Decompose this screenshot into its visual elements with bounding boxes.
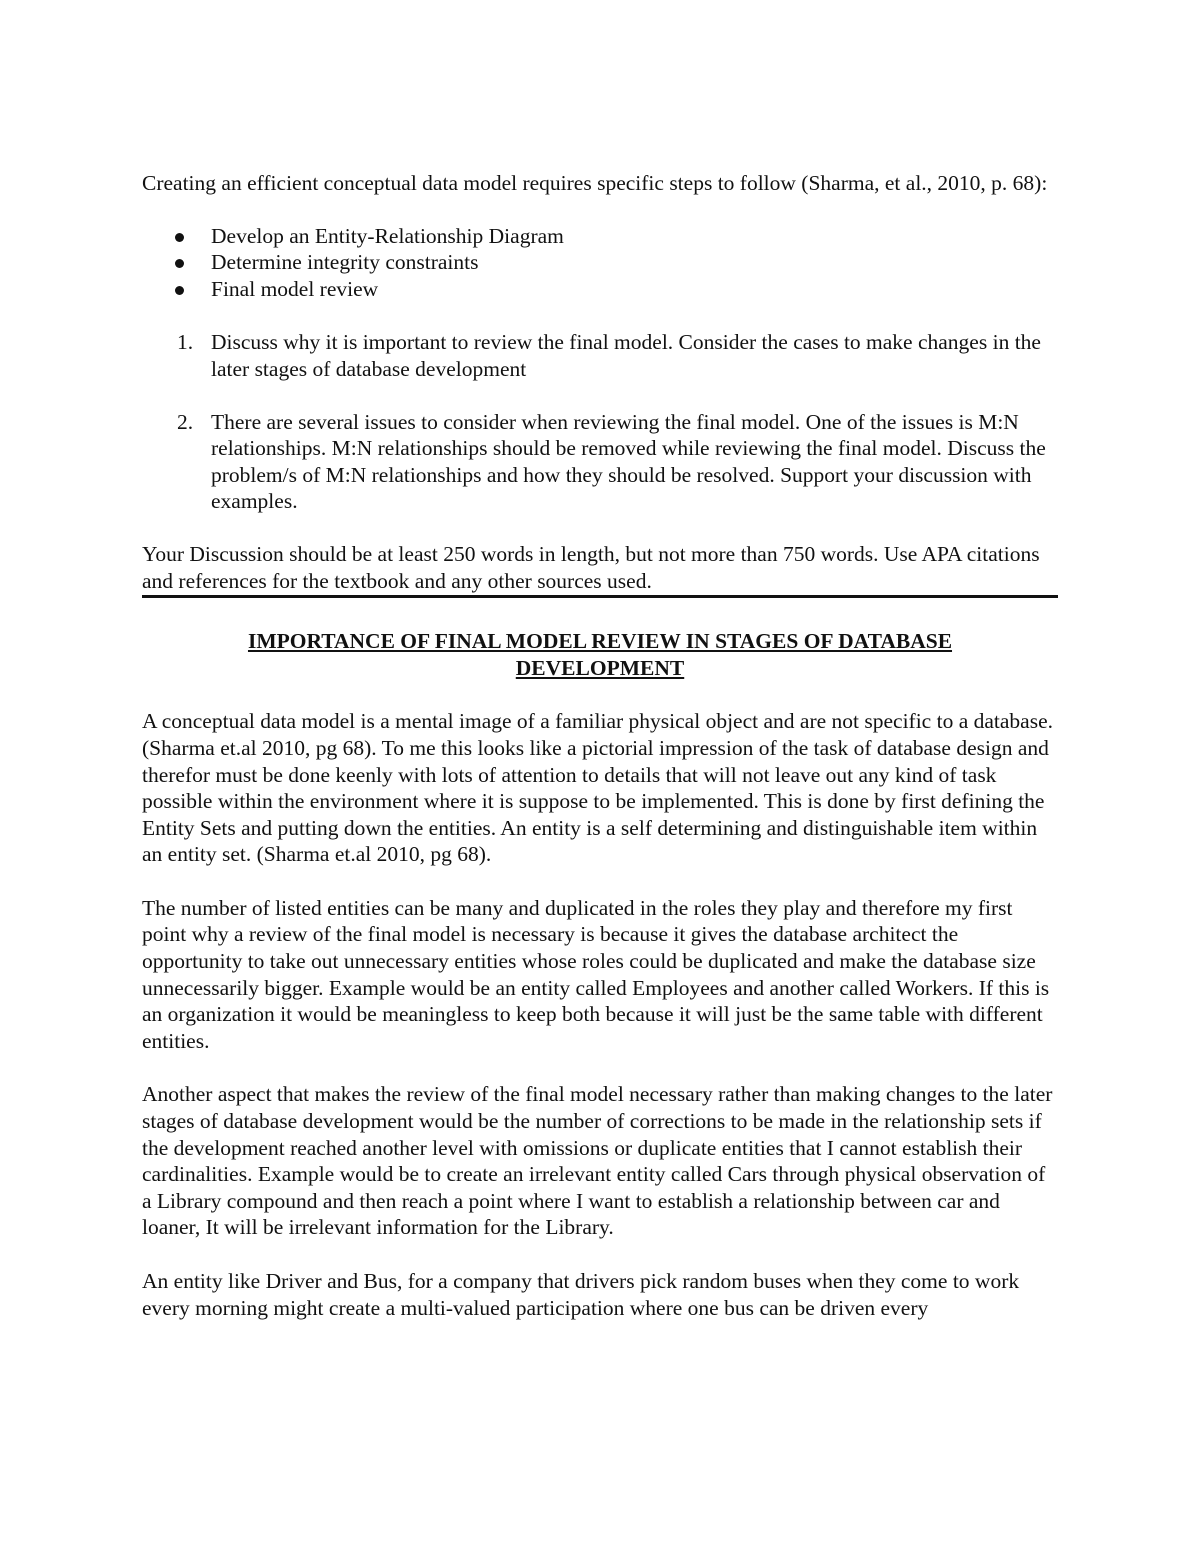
intro-paragraph: Creating an efficient conceptual data model requires specific steps to follow (Sharma, et al., 2010, p. 68): xyxy=(142,171,1048,195)
question-number: 1. xyxy=(177,330,194,355)
requirement-paragraph: Your Discussion should be at least 250 words in length, but not more than 750 words. Use APA citations and references for the textbook and any other sources used. xyxy=(142,541,1040,593)
document-page xyxy=(142,170,1058,1321)
question-text: There are several issues to consider when reviewing the final model. One of the issues is M:N relationships. M:N relationships should be removed while reviewing the final model. Discuss the problem/s of M:N relationships and how they should be resolved. Support your discussion with examples. xyxy=(211,409,1046,514)
list-item xyxy=(142,409,1058,515)
questions-list xyxy=(142,329,1058,515)
list-item xyxy=(142,276,1058,303)
section-divider xyxy=(142,595,1058,598)
list-item xyxy=(142,249,1058,276)
response-heading: IMPORTANCE OF FINAL MODEL REVIEW IN STAGES OF DATABASE DEVELOPMENT xyxy=(247,629,953,680)
bullet-icon xyxy=(175,233,184,242)
list-item xyxy=(142,329,1058,382)
body-paragraph: Another aspect that makes the review of the final model necessary rather than making changes to the later stages of database development would be the number of corrections to be made in the relationship sets if the development reached another level with omissions or duplicate entities that I cannot establish their cardinalities. Example would be to create an irrelevant entity called Cars through physical observation of a Library compound and then reach a point where I want to establish a relationship between car and loaner, It will be irrelevant information for the Library. xyxy=(142,1082,1053,1240)
question-text: Discuss why it is important to review the final model. Consider the cases to make changes in the later stages of database development xyxy=(211,330,1041,381)
body-paragraph: An entity like Driver and Bus, for a company that drivers pick random buses when they come to work every morning might create a multi-valued participation where one bus can be driven every xyxy=(142,1269,1020,1320)
steps-list xyxy=(142,223,1058,303)
step-text: Determine integrity constraints xyxy=(211,250,479,275)
question-number: 2. xyxy=(177,409,194,434)
bullet-icon xyxy=(175,259,184,268)
bullet-icon xyxy=(175,286,184,295)
step-text: Final model review xyxy=(211,276,379,301)
body-paragraph: The number of listed entities can be many and duplicated in the roles they play and therefore my first point why a review of the final model is necessary is because it gives the database architect the opportunity to take out unnecessary entities whose roles could be duplicated and make the database size unnecessarily bigger. Example would be an entity called Employees and another called Workers. If this is an organization it would be meaningless to keep both because it will just be the same table with different entities. xyxy=(142,895,1050,1053)
body-paragraph: A conceptual data model is a mental image of a familiar physical object and are not specific to a database. (Sharma et.al 2010, pg 68). To me this looks like a pictorial impression of the task of database design and therefor must be done keenly with lots of attention to details that will not leave out any kind of task possible within the environment where it is suppose to be implemented. This is done by first defining the Entity Sets and putting down the entities. An entity is a self determining and distinguishable item within an entity set. (Sharma et.al 2010, pg 68). xyxy=(142,709,1053,867)
step-text: Develop an Entity-Relationship Diagram xyxy=(211,223,564,248)
list-item xyxy=(142,223,1058,250)
